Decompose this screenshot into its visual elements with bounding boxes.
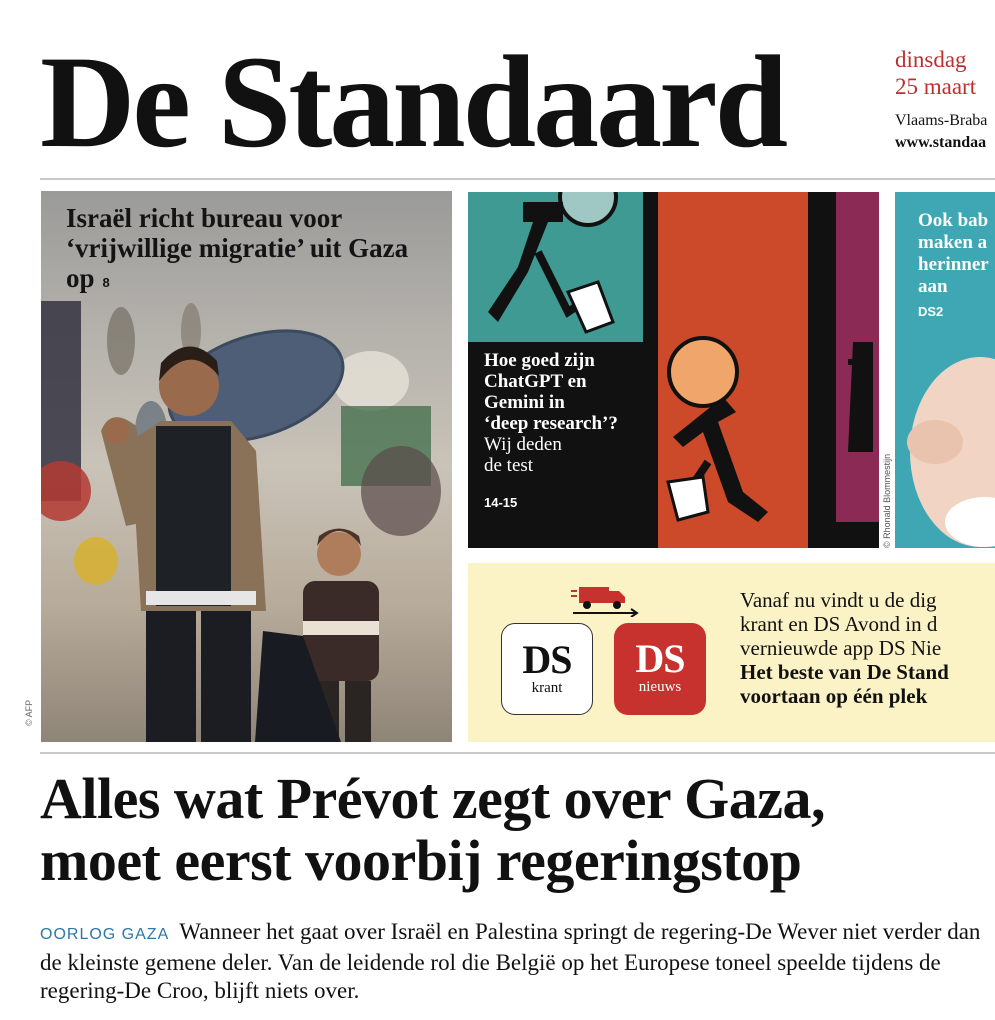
app-promo[interactable]: [468, 563, 995, 742]
ds-nieuws-app-icon[interactable]: DS nieuws: [614, 623, 706, 715]
baby-headline[interactable]: Ook bab maken a herinner aan: [918, 210, 989, 297]
baby-section-ref: DS2: [918, 304, 944, 319]
gaza-headline[interactable]: Israël richt bureau voor ‘vrijwillige migratie’ uit Gaza op 8: [66, 203, 409, 293]
top-divider: [40, 178, 995, 180]
gaza-teaser[interactable]: [41, 191, 452, 742]
section-divider: [40, 752, 995, 754]
gaza-page-ref: 8: [102, 275, 110, 290]
promo-text: Vanaf nu vindt u de dig krant en DS Avond in d vernieuwde app DS Nie Het beste van De Stand voortaan op één plek: [740, 588, 949, 708]
ai-headline[interactable]: Hoe goed zijn ChatGPT en Gemini in ‘deep research’? Wij deden de test: [484, 350, 618, 476]
baby-teaser[interactable]: [895, 192, 995, 548]
edition-region: Vlaams-Braba: [895, 112, 988, 129]
ai-teaser[interactable]: [468, 192, 879, 548]
lead-headline[interactable]: Alles wat Prévot zegt over Gaza, moet eerst voorbij regeringstop: [40, 766, 825, 893]
afp-credit: © AFP: [24, 699, 34, 726]
illustration-credit: © Rhonald Blommestijn: [882, 453, 892, 548]
edition-info: [895, 110, 987, 154]
date-day: dinsdag: [895, 47, 967, 72]
edition-date: [895, 46, 976, 100]
lead-intro-text: Wanneer het gaat over Israël en Palestina springt de regering-De Wever niet verder dan de kleinste gemene deler. Van de leidende rol die België op het Europese toneel speelde tijdens de regering-De Croo, blijft niets over.: [40, 919, 981, 1003]
website-link[interactable]: www.standaa: [895, 134, 987, 151]
masthead-logo[interactable]: De Standaard: [40, 28, 786, 175]
ds-krant-app-icon[interactable]: DS krant: [501, 623, 593, 715]
delivery-truck-icon: [571, 583, 641, 617]
section-kicker[interactable]: OORLOG GAZA: [40, 926, 170, 943]
lead-intro: [40, 918, 990, 1005]
date-full: 25 maart: [895, 74, 977, 99]
ai-page-ref: 14-15: [484, 495, 518, 510]
